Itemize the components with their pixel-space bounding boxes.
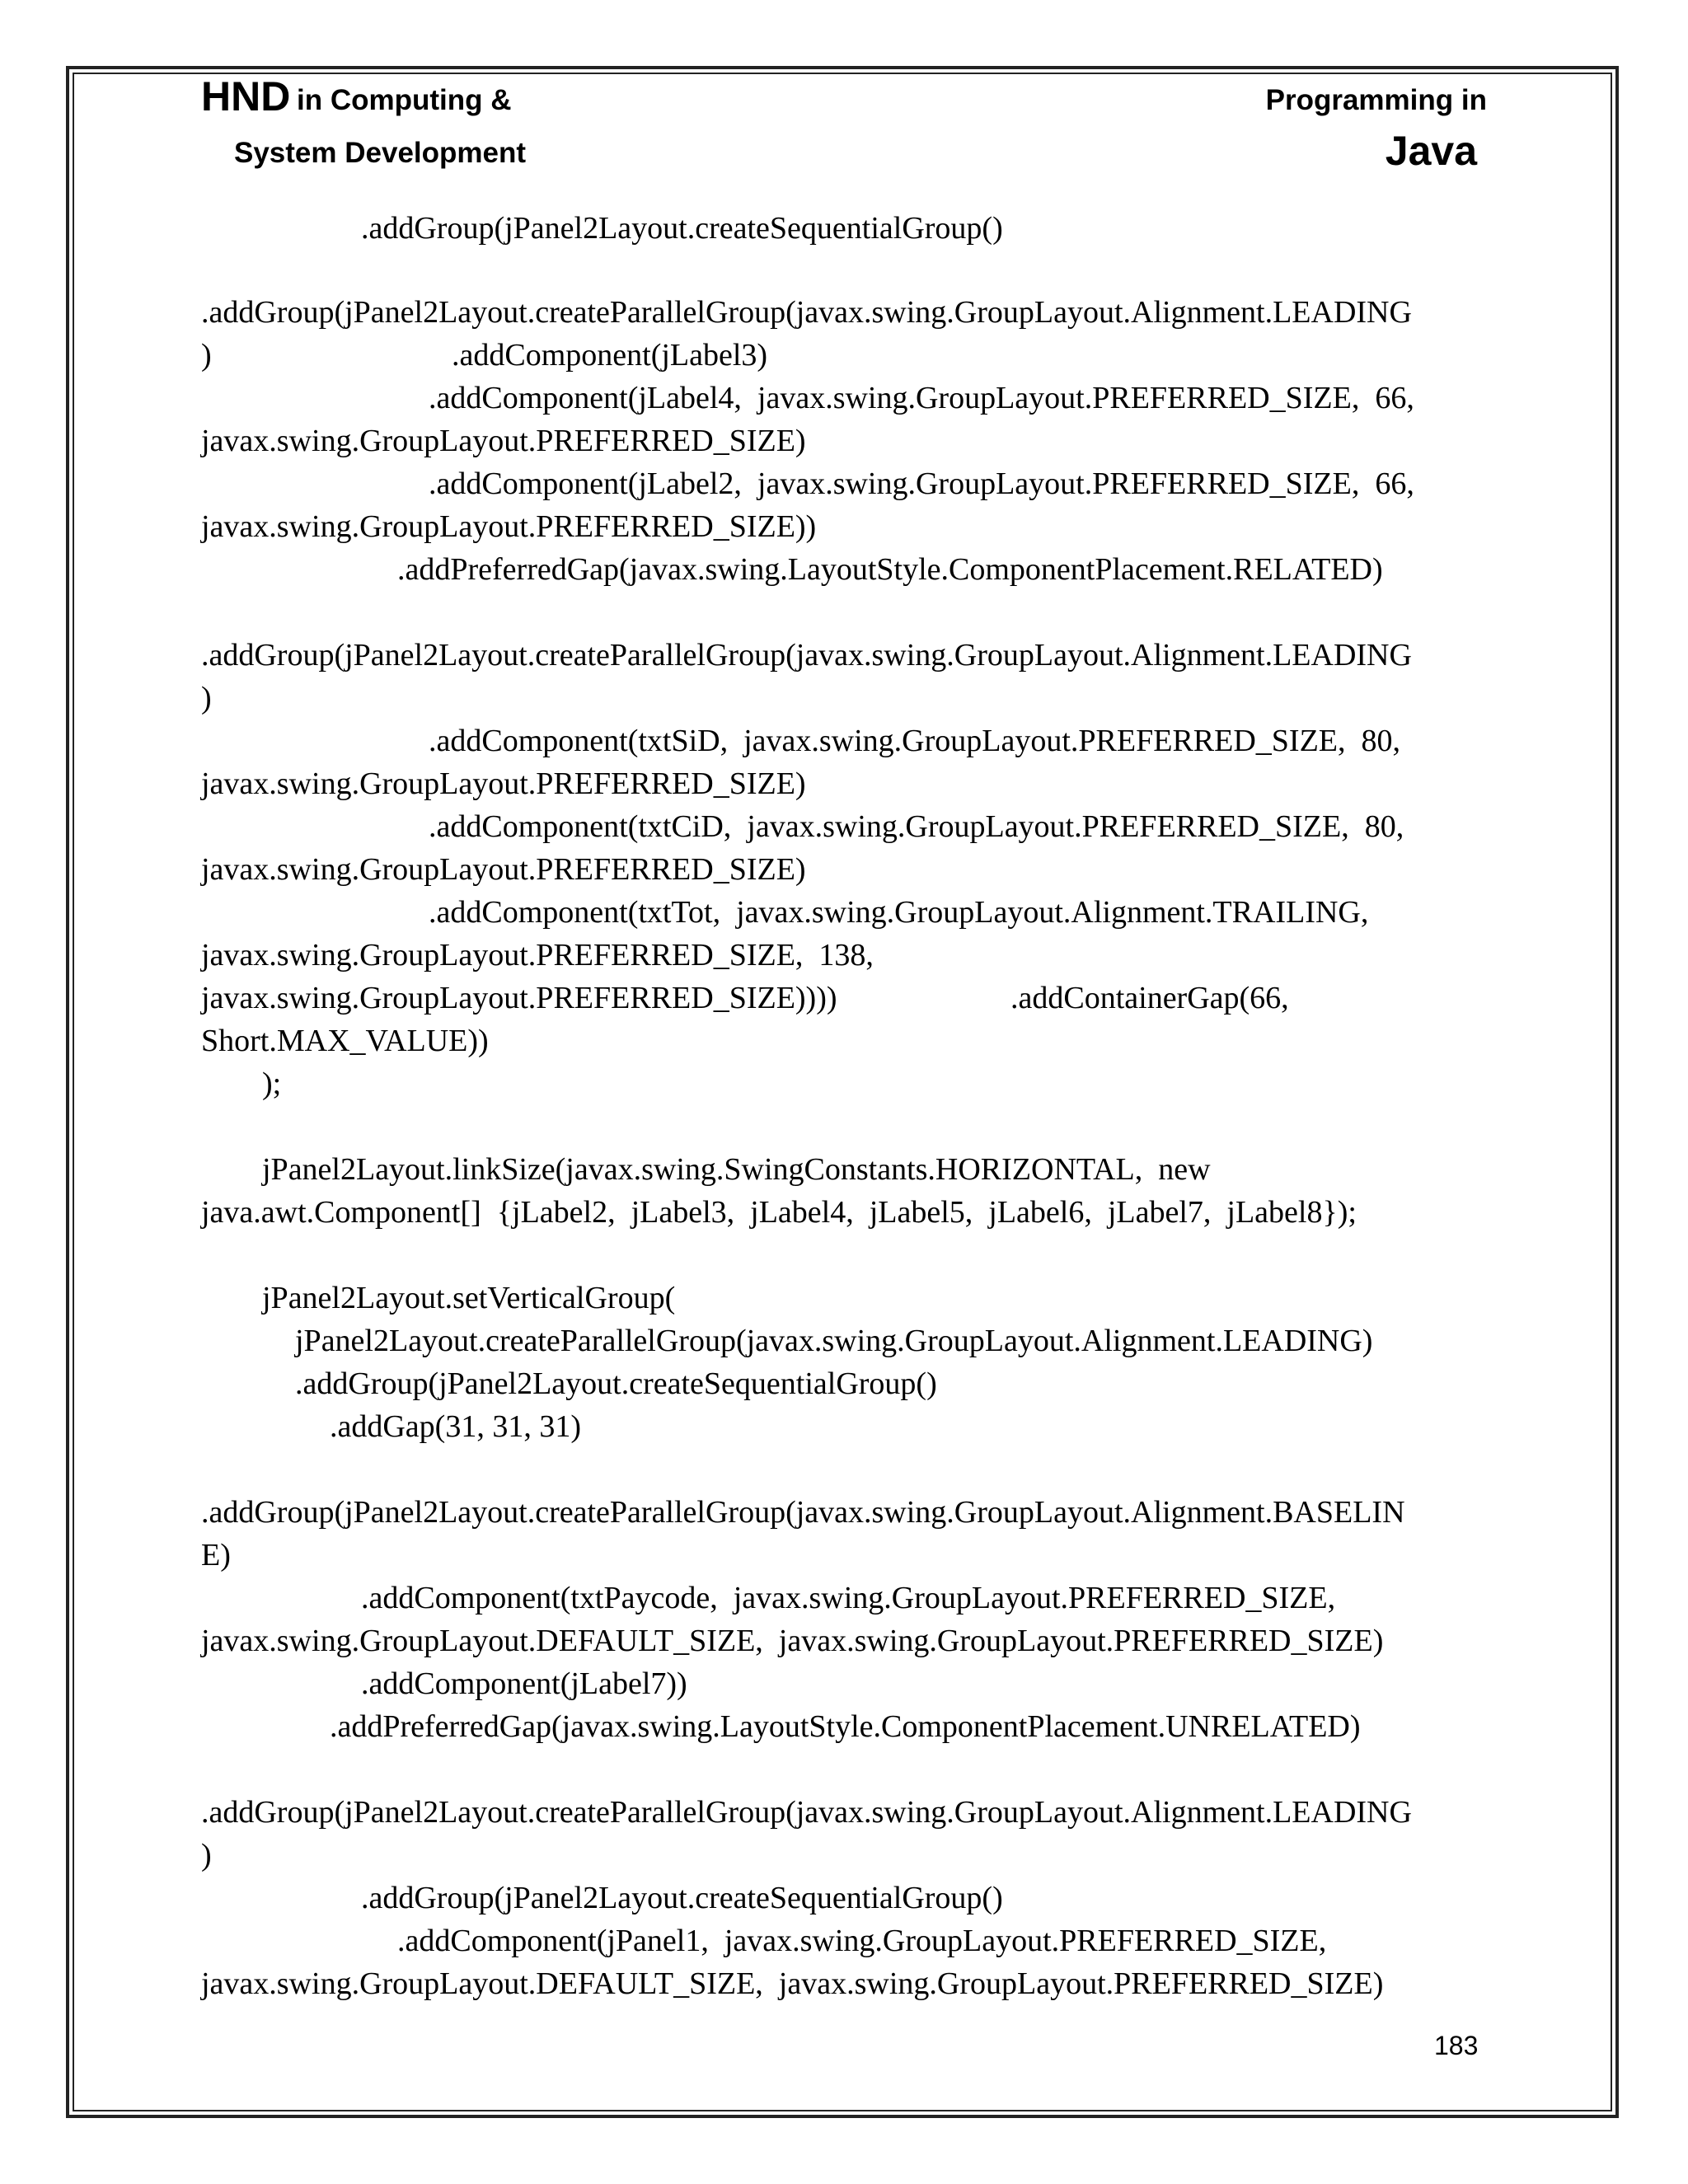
code-line: jPanel2Layout.createParallelGroup(javax.swing.GroupLayout.Alignment.LEADING): [295, 1324, 1373, 1358]
code-line: .addGroup(jPanel2Layout.createParallelGroup(javax.swing.GroupLayout.Alignment.BASELIN: [201, 1495, 1405, 1530]
code-line: javax.swing.GroupLayout.PREFERRED_SIZE): [201, 852, 806, 887]
code-line: .addComponent(jLabel4, javax.swing.GroupLayout.PREFERRED_SIZE, 66,: [429, 381, 1414, 415]
code-line: .addPreferredGap(javax.swing.LayoutStyle.ComponentPlacement.UNRELATED): [330, 1709, 1361, 1744]
code-line: ): [201, 1838, 212, 1872]
code-line: .addComponent(jLabel3): [452, 338, 768, 373]
code-line: .addGroup(jPanel2Layout.createSequentialGroup(): [361, 1881, 1003, 1915]
code-line: java.awt.Component[] {jLabel2, jLabel3, jLabel4, jLabel5, jLabel6, jLabel7, jLabel8});: [201, 1195, 1357, 1230]
code-line: .addComponent(txtCiD, javax.swing.GroupLayout.PREFERRED_SIZE, 80,: [429, 809, 1404, 844]
code-line: javax.swing.GroupLayout.DEFAULT_SIZE, javax.swing.GroupLayout.PREFERRED_SIZE): [201, 1966, 1384, 2001]
code-line: jPanel2Layout.linkSize(javax.swing.SwingConstants.HORIZONTAL, new: [262, 1152, 1211, 1187]
code-line: .addPreferredGap(javax.swing.LayoutStyle.ComponentPlacement.RELATED): [397, 552, 1383, 587]
header-language: Java: [1385, 128, 1477, 174]
code-line: javax.swing.GroupLayout.PREFERRED_SIZE)))): [201, 981, 837, 1015]
code-line: .addComponent(jLabel2, javax.swing.GroupLayout.PREFERRED_SIZE, 66,: [429, 466, 1414, 501]
page-number: 183: [1434, 2031, 1479, 2060]
code-line: .addGroup(jPanel2Layout.createParallelGroup(javax.swing.GroupLayout.Alignment.LEADING: [201, 295, 1412, 330]
header-subject: System Development: [234, 137, 527, 169]
code-line: .addGap(31, 31, 31): [330, 1409, 581, 1444]
header-module: Programming in: [1265, 84, 1487, 116]
header-hnd: HND: [201, 73, 291, 120]
code-line: Short.MAX_VALUE)): [201, 1024, 489, 1058]
code-line: .addComponent(jPanel1, javax.swing.GroupLayout.PREFERRED_SIZE,: [397, 1924, 1327, 1958]
code-line: .addGroup(jPanel2Layout.createParallelGroup(javax.swing.GroupLayout.Alignment.LEADING: [201, 638, 1412, 673]
code-line: .addGroup(jPanel2Layout.createSequentialGroup(): [295, 1366, 937, 1401]
code-line: E): [201, 1538, 231, 1572]
code-line: .addComponent(txtSiD, javax.swing.GroupLayout.PREFERRED_SIZE, 80,: [429, 724, 1401, 758]
code-line: );: [262, 1066, 282, 1101]
code-line: javax.swing.GroupLayout.PREFERRED_SIZE): [201, 766, 806, 801]
code-line: jPanel2Layout.setVerticalGroup(: [262, 1281, 676, 1315]
code-line: .addComponent(txtPaycode, javax.swing.GroupLayout.PREFERRED_SIZE,: [361, 1581, 1336, 1615]
header-course: in Computing &: [297, 84, 512, 116]
code-line: .addComponent(txtTot, javax.swing.GroupLayout.Alignment.TRAILING,: [429, 895, 1369, 930]
code-line: .addGroup(jPanel2Layout.createParallelGroup(javax.swing.GroupLayout.Alignment.LEADING: [201, 1795, 1412, 1830]
code-line: javax.swing.GroupLayout.PREFERRED_SIZE): [201, 424, 806, 458]
code-line: .addGroup(jPanel2Layout.createSequentialGroup(): [361, 211, 1003, 246]
code-line: ): [201, 338, 212, 373]
code-line: .addContainerGap(66,: [1010, 981, 1289, 1015]
code-line: ): [201, 681, 212, 715]
code-line: javax.swing.GroupLayout.PREFERRED_SIZE, 138,: [201, 938, 874, 972]
code-line: .addComponent(jLabel7)): [361, 1666, 687, 1701]
code-line: javax.swing.GroupLayout.PREFERRED_SIZE)): [201, 509, 817, 544]
code-line: javax.swing.GroupLayout.DEFAULT_SIZE, javax.swing.GroupLayout.PREFERRED_SIZE): [201, 1624, 1384, 1658]
